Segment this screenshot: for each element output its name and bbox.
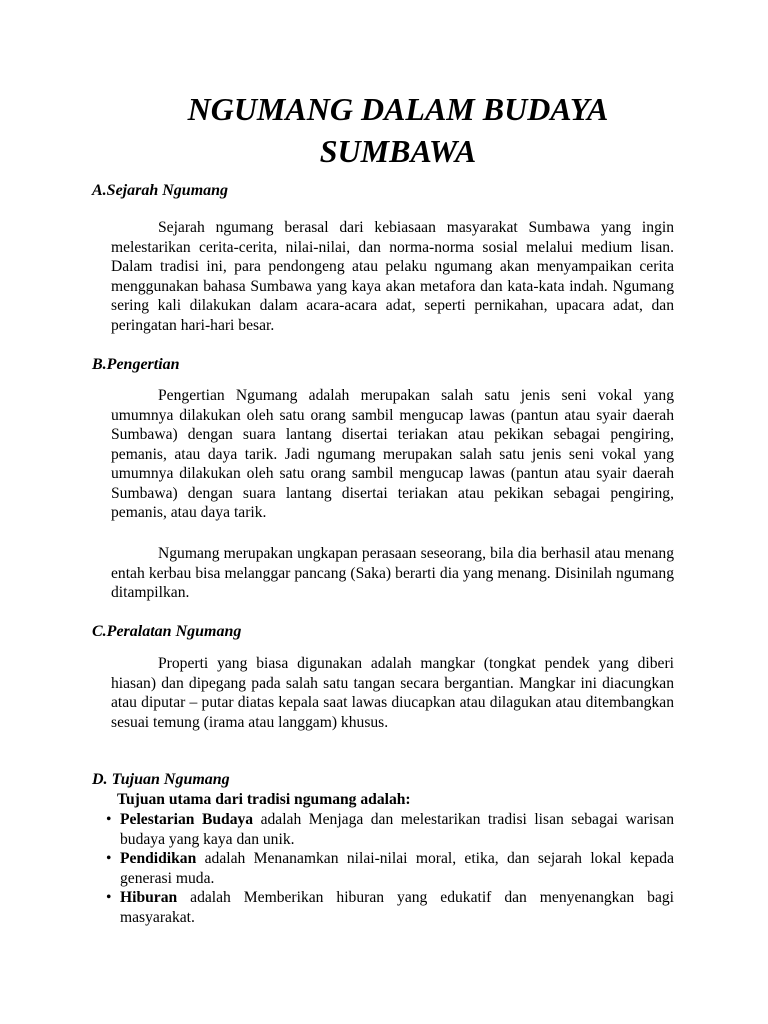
section-c-title: Peralatan Ngumang xyxy=(106,623,242,640)
list-item-text: adalah Menanamkan nilai-nilai moral, etika, dan sejarah lokal kepada generasi muda. xyxy=(120,850,674,887)
bullet-icon: • xyxy=(106,811,112,828)
section-b-heading xyxy=(92,355,180,375)
section-b-letter: B. xyxy=(92,356,107,373)
section-d-lead: Tujuan utama dari tradisi ngumang adalah: xyxy=(117,791,411,808)
section-b-title: Pengertian xyxy=(106,356,180,373)
section-b-paragraph-1: Pengertian Ngumang adalah merupakan salah satu jenis seni vokal yang umumnya dilakukan oleh satu orang sambil mengucap lawas (pantun atau syair daerah Sumbawa) dengan suara lantang disertai teriakan atau pekikan sebagai pengiring, pemanis, atau daya tarik. Jadi ngumang merupakan salah satu jenis seni vokal yang umumnya dilakukan oleh satu orang sambil mengucap lawas (pantun atau syair daerah Sumbawa) dengan suara lantang disertai teriakan atau pekikan sebagai pengiring, pemanis, atau daya tarik. xyxy=(111,387,674,521)
document-title xyxy=(120,88,676,172)
section-d-letter: D. xyxy=(92,771,108,788)
list-item-term: Pelestarian Budaya xyxy=(120,811,254,828)
title-line-2: SUMBAWA xyxy=(319,133,477,169)
list-item-term: Hiburan xyxy=(120,889,178,906)
bullet-icon: • xyxy=(106,850,112,867)
section-a-title: Sejarah Ngumang xyxy=(106,182,229,199)
section-c-letter: C. xyxy=(92,623,107,640)
bullet-icon: • xyxy=(106,889,112,906)
list-item-text: adalah Menjaga dan melestarikan tradisi lisan sebagai warisan budaya yang kaya dan unik. xyxy=(120,811,674,848)
section-b-paragraph-2: Ngumang merupakan ungkapan perasaan seseorang, bila dia berhasil atau menang entah kerbau bisa melanggar pancang (Saka) berarti dia yang menang. Disinilah ngumang ditampilkan. xyxy=(111,545,674,601)
section-a-letter: A. xyxy=(92,182,107,199)
list-item xyxy=(104,810,674,849)
section-d-title: Tujuan Ngumang xyxy=(111,771,230,788)
section-c-heading xyxy=(92,622,241,642)
list-item xyxy=(104,849,674,888)
list-item-text: adalah Memberikan hiburan yang edukatif dan menyenangkan bagi masyarakat. xyxy=(120,889,674,926)
list-item-term: Pendidikan xyxy=(120,850,197,867)
title-line-1: NGUMANG DALAM BUDAYA xyxy=(187,91,609,127)
section-a-heading xyxy=(92,181,228,201)
section-a-paragraph-1: Sejarah ngumang berasal dari kebiasaan masyarakat Sumbawa yang ingin melestarikan cerita-cerita, nilai-nilai, dan norma-norma sosial melalui medium lisan. Dalam tradisi ini, para pendongeng atau pelaku ngumang akan menyampaikan cerita menggunakan bahasa Sumbawa yang kaya akan metafora dan kata-kata indah. Ngumang sering kali dilakukan dalam acara-acara adat, seperti pernikahan, upacara adat, dan peringatan hari-hari besar. xyxy=(111,219,674,334)
section-c-paragraph-1: Properti yang biasa digunakan adalah mangkar (tongkat pendek yang diberi hiasan) dan dipegang pada salah satu tangan secara bergantian. Mangkar ini diacungkan atau diputar – putar diatas kepala saat lawas diucapkan atau dilagukan atau ditembangkan sesuai temung (irama atau langgam) khusus. xyxy=(111,655,674,731)
section-d-heading xyxy=(92,770,230,790)
list-item xyxy=(104,888,674,927)
goals-list xyxy=(104,810,674,927)
